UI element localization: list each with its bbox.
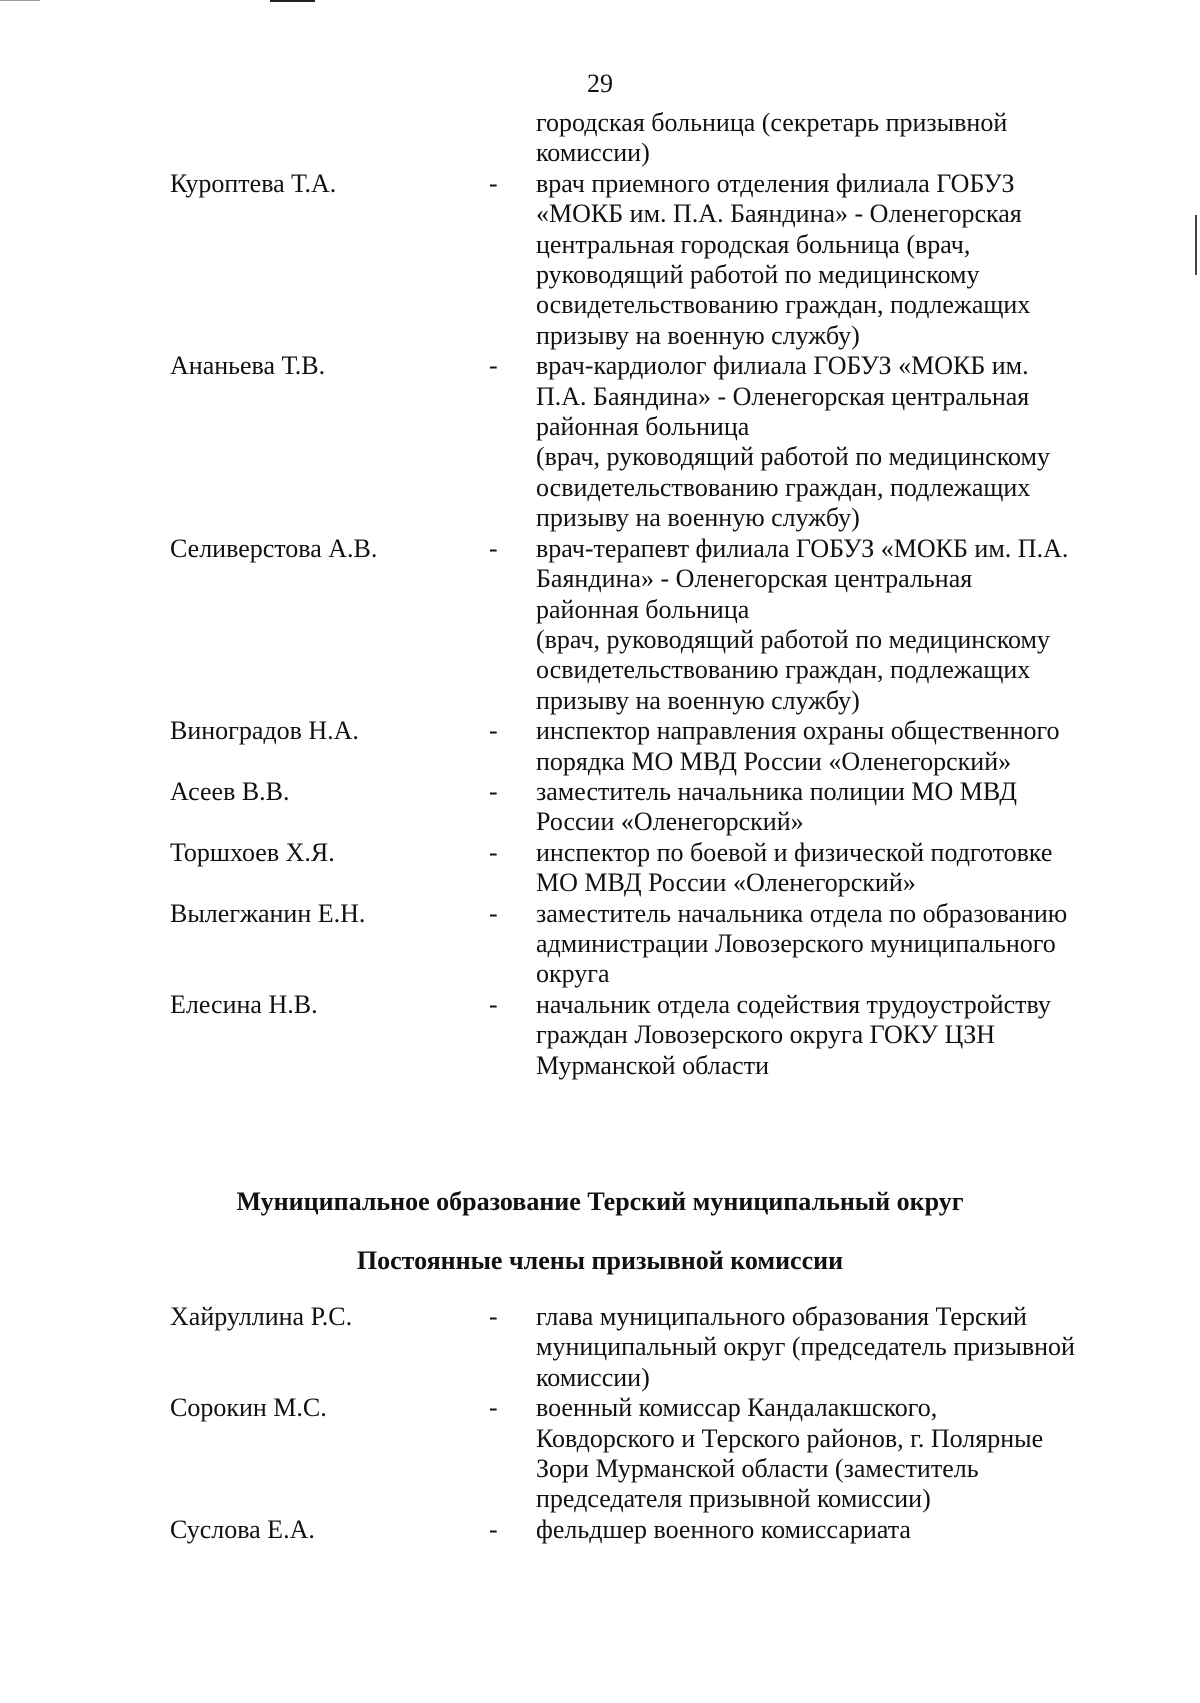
dash-separator: -: [489, 1393, 498, 1423]
member-position: инспектор по боевой и физической подготовке МО МВД России «Оленегорский»: [536, 837, 1053, 898]
member-name: Асеев В.В.: [170, 776, 290, 806]
member-position: заместитель начальника полиции МО МВД России «Оленегорский»: [536, 776, 1017, 837]
member-position: начальник отдела содействия трудоустройству граждан Ловозерского округа ГОКУ ЦЗН Мурманской области: [536, 989, 1051, 1080]
list-item: [0, 534, 1200, 716]
dash-separator: -: [489, 1302, 498, 1331]
list-item: [0, 108, 1200, 169]
scan-artifact-line: [0, 0, 40, 1]
list-item: [0, 899, 1200, 990]
member-position: военный комиссар Кандалакшского, Ковдорского и Терского районов, г. Полярные Зори Мурманской области (заместитель председателя призывной комиссии): [536, 1393, 1044, 1514]
dash-separator: -: [489, 776, 498, 806]
page-number: 29: [587, 69, 613, 98]
member-position: глава муниципального образования Терский муниципальный округ (председатель призывной комиссии): [536, 1302, 1075, 1392]
entry-description-continued: городская больница (секретарь призывной комиссии): [536, 108, 1008, 168]
list-item: [0, 777, 1200, 838]
member-name: Суслова Е.А.: [170, 1514, 315, 1544]
member-name: Хайруллина Р.С.: [170, 1302, 353, 1331]
member-position: врач-кардиолог филиала ГОБУЗ «МОКБ им. П.А. Баяндина» - Оленегорская центральная районная больница (врач, руководящий работой по медицинскому освидетельствованию граждан, подлежащих призыву на военную службу): [536, 351, 1050, 533]
list-item: [0, 1393, 1200, 1515]
member-name: Виноградов Н.А.: [170, 716, 359, 746]
member-position: заместитель начальника отдела по образованию администрации Ловозерского муниципального округа: [536, 898, 1068, 989]
list-item: [0, 990, 1200, 1081]
member-name: Селиверстова А.В.: [170, 533, 378, 563]
member-position: фельдшер военного комиссариата: [536, 1514, 911, 1544]
list-item: [0, 169, 1200, 351]
member-position: инспектор направления охраны общественного порядка МО МВД России «Оленегорский»: [536, 716, 1060, 776]
dash-separator: -: [489, 837, 498, 867]
member-name: Сорокин М.С.: [170, 1393, 327, 1423]
dash-separator: -: [489, 533, 498, 563]
member-name: Елесина Н.В.: [170, 989, 318, 1019]
list-item: [0, 351, 1200, 533]
list-item: [0, 1515, 1200, 1545]
list-item: [0, 716, 1200, 777]
dash-separator: -: [489, 989, 498, 1019]
list-item: [0, 1302, 1200, 1393]
member-position: врач приемного отделения филиала ГОБУЗ «МОКБ им. П.А. Баяндина» - Оленегорская центральная городская больница (врач, руководящий работой по медицинскому освидетельствованию граждан, подлежащих призыву на военную службу): [536, 168, 1031, 350]
dash-separator: -: [489, 1514, 498, 1544]
member-name: Ананьева Т.В.: [170, 351, 326, 381]
dash-separator: -: [489, 716, 498, 746]
dash-separator: -: [489, 898, 498, 928]
member-name: Торшхоев Х.Я.: [170, 837, 335, 867]
dash-separator: -: [489, 168, 498, 198]
scan-artifact-line: [270, 0, 315, 2]
dash-separator: -: [489, 351, 498, 381]
commission-list-terek: [0, 1302, 1200, 1545]
member-name: Куроптева Т.А.: [170, 168, 337, 198]
list-item: [0, 838, 1200, 899]
member-name: Вылегжанин Е.Н.: [170, 898, 366, 928]
municipality-heading: Муниципальное образование Терский муниципальный округ: [236, 1187, 964, 1216]
member-position: врач-терапевт филиала ГОБУЗ «МОКБ им. П.А. Баяндина» - Оленегорская центральная районная больница (врач, руководящий работой по медицинскому освидетельствованию граждан, подлежащих призыву на военную службу): [536, 533, 1069, 715]
commission-list-continued: [0, 108, 1200, 1081]
members-heading: Постоянные члены призывной комиссии: [356, 1246, 844, 1275]
